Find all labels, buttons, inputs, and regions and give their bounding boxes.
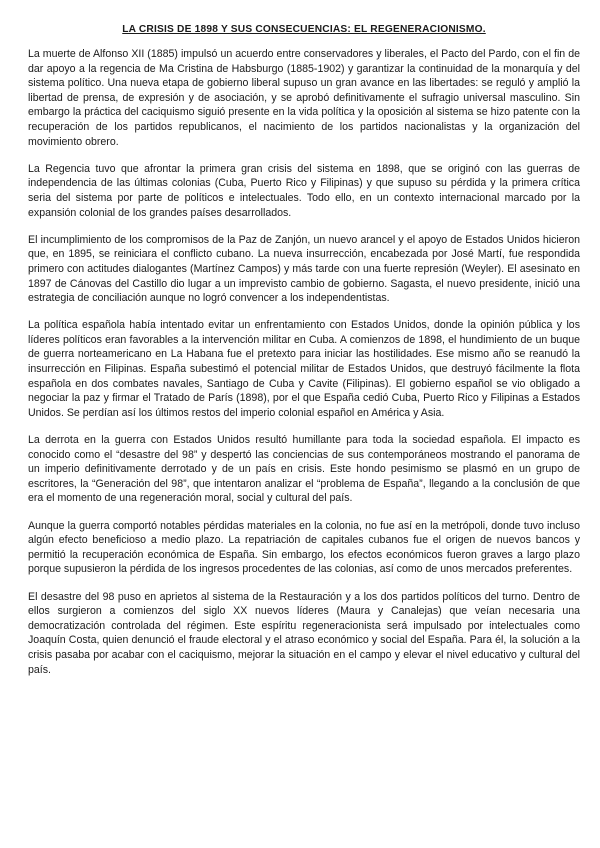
document-title: LA CRISIS DE 1898 Y SUS CONSECUENCIAS: EL REGENERACIONISMO. — [122, 24, 486, 35]
paragraph-guerra-estados-unidos: La política española había intentado evitar un enfrentamiento con Estados Unidos, donde la opinión pública y los líderes políticos eran favorables a la intervención militar en Cuba. A comienzos de 1898, el hundimiento de un buque de guerra norteamericano en La Habana fue el pretexto para iniciar las hostilidades. Ese mismo año se reanudó la insurrección en Filipinas. España subestimó el potencial militar de Estados Unidos, que destruyó fácilmente la flota española en dos combates navales, Santiago de Cuba y Cavite (Filipinas). El gobierno español se vio obligado a negociar la paz y firmar el Tratado de París (1898), por el que España cedió Cuba, Puerto Rico y Filipinas a Estados Unidos. Se perdían así los últimos restos del imperio colonial español en América y Asia. — [28, 319, 580, 419]
paragraph-pacto-del-pardo: La muerte de Alfonso XII (1885) impulsó un acuerdo entre conservadores y liberales, el Pacto del Pardo, con el fin de dar apoyo a la regencia de Ma Cristina de Habsburgo (1885-1902) y garantizar la continuidad de la monarquía y del sistema político. Una nueva etapa de gobierno liberal supuso un gran avance en las libertades: se reguló y amplió la libertad de prensa, de expresión y de asociación, y se aprobó definitivamente el sufragio universal masculino. Sin embargo la práctica del caciquismo siguió presente en la vida política y la oposición al sistema se hizo patente con la recuperación de los partidos republicanos, el nacimiento de los partidos nacionalistas y la organización del movimiento obrero. — [28, 48, 580, 148]
paragraph-regeneracionismo: El desastre del 98 puso en aprietos al sistema de la Restauración y a los dos partidos políticos del turno. Dentro de ellos surgieron a comienzos del siglo XX nuevos líderes (Maura y Canalejas) que veían necesaria una democratización controlada del régimen. Este espíritu regeneracionista será impulsado por intelectuales como Joaquín Costa, quien denunció el fraude electoral y el atraso económico y social del España. Para él, la solución a la crisis pasaba por acabar con el caciquismo, mejorar la situación en el campo y elevar el nivel educativo y cultural del país. — [28, 590, 580, 676]
paragraph-consecuencias-economicas: Aunque la guerra comportó notables pérdidas materiales en la colonia, no fue así en la metrópoli, donde tuvo incluso algún efecto beneficioso a medio plazo. La repatriación de capitales cubanos fue el origen de nuevos bancos y permitió la recuperación económica de España. Sin embargo, los efectos económicos fueron graves a largo plazo porque supusieron la pérdida de los ingresos procedentes de las colonias, así como de unos mercados preferentes. — [28, 519, 580, 576]
paragraph-conflicto-cubano: El incumplimiento de los compromisos de la Paz de Zanjón, un nuevo arancel y el apoyo de Estados Unidos hicieron que, en 1895, se reiniciara el conflicto cubano. La nueva insurrección, encabezada por José Martí, fue respondida primero con actitudes dialogantes (Martínez Campos) y más tarde con una fuerte represión (Weyler). El asesinato en 1897 de Cánovas del Castillo dio lugar a un imprevisto cambio de gobierno. Sagasta, el nuevo presidente, inició una estrategia de conciliación aunque no logró convencer a los independentistas. — [28, 233, 580, 305]
document-page — [28, 24, 580, 690]
paragraph-desastre-98: La derrota en la guerra con Estados Unidos resultó humillante para toda la sociedad española. El impacto es conocido como el “desastre del 98” y despertó las conciencias de sus contemporáneos mostrando el panorama de un imperio definitivamente derrotado y de un país en crisis. Este hondo pesimismo se plasmó en un grupo de escritores, la “Generación del 98”, que intentaron analizar el “problema de España”, llegando a la conclusión de que era el momento de una regeneración moral, social y cultural del país. — [28, 434, 580, 505]
paragraph-crisis-1898: La Regencia tuvo que afrontar la primera gran crisis del sistema en 1898, que se originó con las guerras de independencia de las últimas colonias (Cuba, Puerto Rico y Filipinas) y que supuso su pérdida y la primera crítica seria del sistema por parte de políticos e intelectuales. Todo ello, en un contexto internacional marcado por la expansión colonial de los grandes países desarrollados. — [28, 162, 580, 219]
